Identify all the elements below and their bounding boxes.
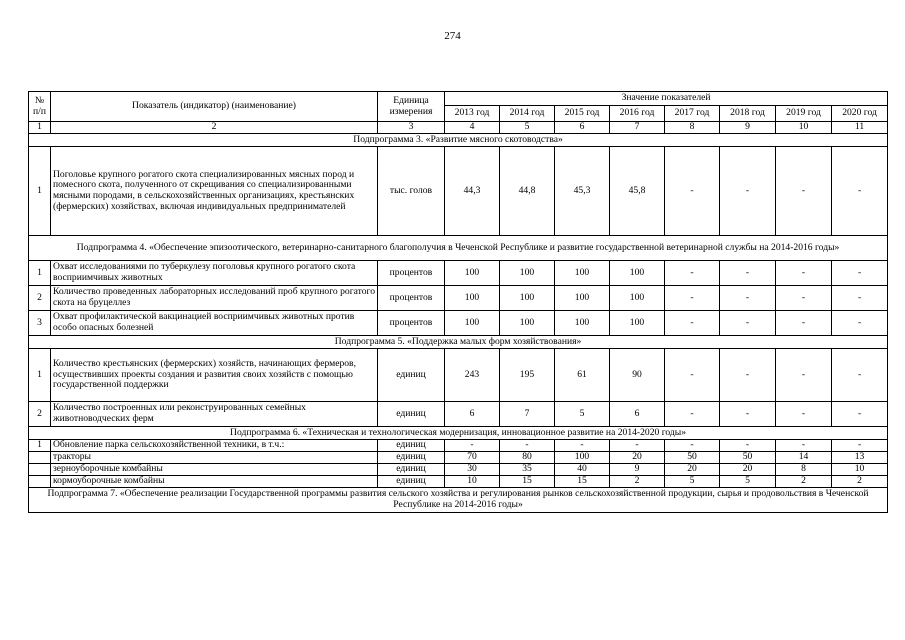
row-value: 70	[445, 452, 500, 464]
section-title: Подпрограмма 7. «Обеспечение реализации Государственной программы развития сельского хозяйства и регулирования рынков сельскохозяйственной продукции, сырья и продовольствия в Чеченской Республике на 2014-2016 годы»	[29, 488, 888, 513]
header-indicator: Показатель (индикатор) (наименование)	[51, 92, 378, 122]
row-value: -	[720, 147, 776, 236]
column-number: 3	[378, 122, 445, 134]
row-value: 20	[665, 464, 720, 476]
row-value: -	[610, 440, 665, 452]
row-value: -	[665, 261, 720, 286]
row-value: 100	[555, 286, 610, 311]
header-year: 2019 год	[776, 106, 832, 122]
column-number: 1	[29, 122, 51, 134]
row-value: -	[665, 286, 720, 311]
row-value: 2	[776, 476, 832, 488]
row-value: 20	[720, 464, 776, 476]
row-value: 100	[555, 311, 610, 336]
row-value: -	[665, 440, 720, 452]
column-number: 7	[610, 122, 665, 134]
section-title: Подпрограмма 5. «Поддержка малых форм хозяйствования»	[29, 336, 888, 349]
section-title: Подпрограмма 4. «Обеспечение эпизоотического, ветеринарно-санитарного благополучия в Чеченской Республике и развитие государственной ветеринарной службы на 2014-2016 годы»	[29, 236, 888, 261]
row-value: 100	[445, 261, 500, 286]
row-unit: тыс. голов	[378, 147, 445, 236]
row-value: -	[776, 286, 832, 311]
row-value: 10	[832, 464, 888, 476]
row-num: 2	[29, 402, 51, 427]
page-number: 274	[444, 30, 461, 42]
row-value: -	[720, 286, 776, 311]
row-value: -	[776, 440, 832, 452]
row-value: 100	[610, 286, 665, 311]
row-indicator: Обновление парка сельскохозяйственной техники, в т.ч.:	[51, 440, 378, 452]
row-value: 15	[555, 476, 610, 488]
row-value: -	[720, 311, 776, 336]
row-value: 100	[610, 311, 665, 336]
row-value: -	[555, 440, 610, 452]
table-row	[29, 452, 888, 464]
row-value: 30	[445, 464, 500, 476]
row-value: 90	[610, 349, 665, 402]
row-value: 45,3	[555, 147, 610, 236]
row-value: -	[832, 286, 888, 311]
row-unit: единиц	[378, 464, 445, 476]
table-row	[29, 440, 888, 452]
row-num: 1	[29, 349, 51, 402]
row-value: -	[776, 261, 832, 286]
row-value: -	[665, 311, 720, 336]
header-year: 2016 год	[610, 106, 665, 122]
row-unit: процентов	[378, 311, 445, 336]
row-value: -	[720, 440, 776, 452]
row-value: -	[832, 311, 888, 336]
row-value: 45,8	[610, 147, 665, 236]
row-value: 100	[555, 261, 610, 286]
header-year: 2018 год	[720, 106, 776, 122]
column-number: 10	[776, 122, 832, 134]
row-value: 44,3	[445, 147, 500, 236]
row-unit: единиц	[378, 440, 445, 452]
header-year: 2017 год	[665, 106, 720, 122]
row-value: 100	[445, 311, 500, 336]
row-value: 13	[832, 452, 888, 464]
header-year: 2013 год	[445, 106, 500, 122]
row-value: 20	[610, 452, 665, 464]
row-value: 5	[665, 476, 720, 488]
header-year: 2014 год	[500, 106, 555, 122]
table-row	[29, 349, 888, 402]
row-value: -	[832, 440, 888, 452]
column-number: 4	[445, 122, 500, 134]
row-num: 1	[29, 147, 51, 236]
row-value: -	[720, 349, 776, 402]
section-title: Подпрограмма 6. «Техническая и технологическая модернизация, инновационное развитие на 2014-2020 годы»	[29, 427, 888, 440]
row-value: -	[665, 147, 720, 236]
table-row	[29, 402, 888, 427]
row-value: -	[776, 147, 832, 236]
row-value: 5	[720, 476, 776, 488]
row-value: -	[832, 349, 888, 402]
column-number: 8	[665, 122, 720, 134]
header-row-1	[29, 92, 888, 106]
column-number: 5	[500, 122, 555, 134]
row-value: 15	[500, 476, 555, 488]
row-value: 243	[445, 349, 500, 402]
row-num: 1	[29, 261, 51, 286]
row-value: -	[720, 261, 776, 286]
row-unit: единиц	[378, 452, 445, 464]
row-value: 100	[500, 261, 555, 286]
header-num: № п/п	[29, 92, 51, 122]
row-value: 35	[500, 464, 555, 476]
row-num: 2	[29, 286, 51, 311]
section-row	[29, 488, 888, 513]
row-value: 14	[776, 452, 832, 464]
header-unit: Единица измерения	[378, 92, 445, 122]
row-value: 44,8	[500, 147, 555, 236]
row-indicator: тракторы	[51, 452, 378, 464]
row-value: 100	[610, 261, 665, 286]
table-row	[29, 261, 888, 286]
row-indicator: кормоуборочные комбайны	[51, 476, 378, 488]
section-row	[29, 336, 888, 349]
row-value: -	[776, 402, 832, 427]
row-value: -	[720, 402, 776, 427]
table-row	[29, 286, 888, 311]
section-row	[29, 427, 888, 440]
row-value: 100	[500, 311, 555, 336]
header-values-group: Значение показателей	[445, 92, 888, 106]
column-numbers-row	[29, 122, 888, 134]
row-value: 8	[776, 464, 832, 476]
table-row	[29, 464, 888, 476]
row-unit: процентов	[378, 261, 445, 286]
row-value: -	[776, 349, 832, 402]
row-value: 100	[555, 452, 610, 464]
row-unit: единиц	[378, 349, 445, 402]
row-indicator: Охват профилактической вакцинацией восприимчивых животных против особо опасных болезней	[51, 311, 378, 336]
table-row	[29, 311, 888, 336]
row-indicator: Количество крестьянских (фермерских) хозяйств, начинающих фермеров, осуществивших проекты создания и развития своих хозяйств с помощью государственной поддержки	[51, 349, 378, 402]
row-value: 6	[445, 402, 500, 427]
row-value: 61	[555, 349, 610, 402]
row-value: -	[776, 311, 832, 336]
row-value: 50	[665, 452, 720, 464]
row-value: 2	[610, 476, 665, 488]
row-num	[29, 452, 51, 464]
row-unit: единиц	[378, 476, 445, 488]
row-num: 1	[29, 440, 51, 452]
row-value: 100	[445, 286, 500, 311]
row-indicator: Охват исследованиями по туберкулезу поголовья крупного рогатого скота восприимчивых животных	[51, 261, 378, 286]
row-value: -	[500, 440, 555, 452]
table-row	[29, 147, 888, 236]
row-num: 3	[29, 311, 51, 336]
header-year: 2020 год	[832, 106, 888, 122]
row-indicator: зерноуборочные комбайны	[51, 464, 378, 476]
row-unit: процентов	[378, 286, 445, 311]
row-value: -	[832, 147, 888, 236]
table-row	[29, 476, 888, 488]
row-indicator: Количество проведенных лабораторных исследований проб крупного рогатого скота на бруцеллез	[51, 286, 378, 311]
section-row	[29, 236, 888, 261]
row-value: -	[665, 402, 720, 427]
header-year: 2015 год	[555, 106, 610, 122]
row-value: -	[832, 261, 888, 286]
row-num	[29, 464, 51, 476]
row-indicator: Количество построенных или реконструированных семейных животноводческих ферм	[51, 402, 378, 427]
row-value: 2	[832, 476, 888, 488]
row-value: -	[665, 349, 720, 402]
row-value: -	[445, 440, 500, 452]
row-value: 10	[445, 476, 500, 488]
row-value: 6	[610, 402, 665, 427]
row-num	[29, 476, 51, 488]
row-value: 100	[500, 286, 555, 311]
column-number: 9	[720, 122, 776, 134]
row-value: 195	[500, 349, 555, 402]
column-number: 11	[832, 122, 888, 134]
column-number: 2	[51, 122, 378, 134]
row-indicator: Поголовье крупного рогатого скота специализированных мясных пород и помесного скота, полученного от скрещивания со специализированными мясными породами, в сельскохозяйственных организациях, крестьянских (фермерских) хозяйствах, включая индивидуальных предпринимателей	[51, 147, 378, 236]
section-title: Подпрограмма 3. «Развитие мясного скотоводства»	[29, 134, 888, 147]
row-value: 50	[720, 452, 776, 464]
row-unit: единиц	[378, 402, 445, 427]
column-number: 6	[555, 122, 610, 134]
row-value: 7	[500, 402, 555, 427]
row-value: -	[832, 402, 888, 427]
row-value: 5	[555, 402, 610, 427]
row-value: 40	[555, 464, 610, 476]
indicators-table	[28, 91, 888, 513]
row-value: 80	[500, 452, 555, 464]
row-value: 9	[610, 464, 665, 476]
section-row	[29, 134, 888, 147]
